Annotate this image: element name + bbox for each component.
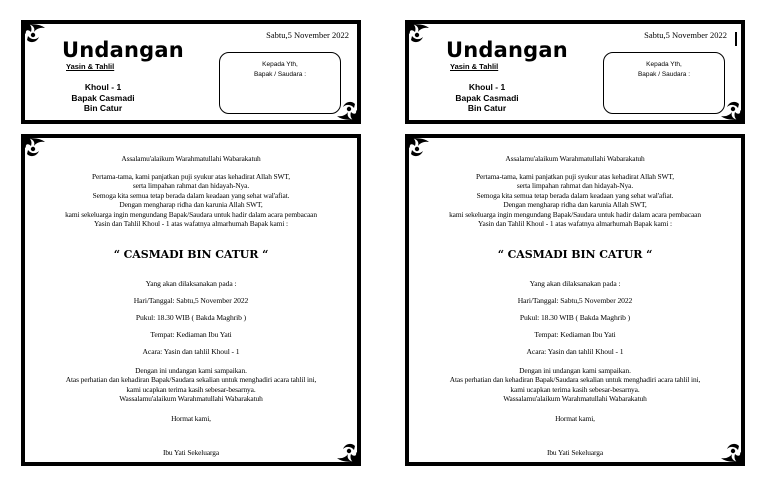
- page-edge-mark: [735, 32, 737, 46]
- intro-line: Yasin dan Tahlil Khoul - 1 atas wafatnya almarhumah Bapak kami :: [94, 219, 288, 229]
- regards-text: Hormat kami,: [555, 414, 595, 423]
- floral-ornament-icon: [19, 18, 49, 48]
- intro-paragraph: [409, 172, 741, 228]
- event-program: Acara: Yasin dan tahlil Khoul - 1: [526, 347, 624, 356]
- invitation-title: Undangan: [446, 38, 568, 62]
- closing-line: Wassalamu'alaikum Warahmatullahi Wabarakatuh: [503, 394, 647, 404]
- khoul-block: [427, 82, 547, 114]
- khoul-line: Bin Catur: [83, 103, 123, 113]
- invitation-body: [405, 134, 745, 466]
- signature-text: Ibu Yati Sekeluarga: [546, 448, 604, 457]
- regards-text: Hormat kami,: [171, 414, 211, 423]
- invitation-date: Sabtu,5 November 2022: [644, 30, 727, 40]
- intro-line: Dengan mengharap ridha dan karunia Allah SWT,: [119, 200, 263, 210]
- greeting-text: Assalamu'alaikum Warahmatullahi Wabarakatuh: [121, 154, 261, 163]
- event-program: Acara: Yasin dan tahlil Khoul - 1: [142, 347, 240, 356]
- intro-line: Yasin dan Tahlil Khoul - 1 atas wafatnya almarhumah Bapak kami :: [478, 219, 672, 229]
- intro-line: Semoga kita semua tetap berada dalam keadaan yang sehat wal'afiat.: [476, 190, 674, 200]
- recipient-address-box: [603, 52, 725, 114]
- closing-line: Atas perhatian dan kehadiran Bapak/Saudara sekalian untuk menghadiri acara tahlil ini,: [449, 375, 701, 385]
- invitation-subtitle: Yasin & Tahlil: [450, 62, 499, 71]
- event-place: Tempat: Kediaman Ibu Yati: [534, 330, 616, 339]
- intro-line: Pertama-tama, kami panjatkan puji syukur atas kehadirat Allah SWT,: [91, 172, 291, 181]
- intro-paragraph: [25, 172, 357, 228]
- recipient-label: Kepada Yth,: [646, 61, 682, 68]
- closing-line: Atas perhatian dan kehadiran Bapak/Saudara sekalian untuk menghadiri acara tahlil ini,: [65, 375, 317, 385]
- event-date: Hari/Tanggal: Sabtu,5 November 2022: [517, 296, 633, 305]
- khoul-line: Bapak Casmadi: [71, 92, 135, 103]
- intro-line: kami sekeluarga ingin mengundang Bapak/Saudara untuk hadir dalam acara pembacaan: [449, 209, 701, 219]
- intro-line: kami sekeluarga ingin mengundang Bapak/Saudara untuk hadir dalam acara pembacaan: [65, 209, 317, 219]
- event-date: Hari/Tanggal: Sabtu,5 November 2022: [133, 296, 249, 305]
- honoree-name: “ CASMADI BIN CATUR “: [497, 248, 653, 261]
- closing-line: kami ucapkan terima kasih sebesar-besarnya.: [510, 384, 640, 394]
- khoul-line: Khoul - 1: [468, 82, 506, 92]
- signature-text: Ibu Yati Sekeluarga: [162, 448, 220, 457]
- recipient-sub-label: Bapak / Saudara :: [253, 71, 307, 78]
- invitation-body: [21, 134, 361, 466]
- khoul-line: Bin Catur: [467, 103, 507, 113]
- invitation-sheet-right: [384, 0, 768, 489]
- closing-line: Wassalamu'alaikum Warahmatullahi Wabarakatuh: [119, 394, 263, 404]
- khoul-line: Bapak Casmadi: [455, 92, 519, 103]
- floral-ornament-icon: [403, 18, 433, 48]
- event-intro: Yang akan dilaksanakan pada :: [529, 279, 621, 288]
- intro-line: Semoga kita semua tetap berada dalam keadaan yang sehat wal'afiat.: [92, 190, 290, 200]
- event-time: Pukul: 18.30 WIB ( Bakda Maghrib ): [135, 313, 247, 322]
- invitation-title: Undangan: [62, 38, 184, 62]
- closing-line: kami ucapkan terima kasih sebesar-besarnya.: [126, 384, 256, 394]
- intro-line: serta limpahan rahmat dan hidayah-Nya.: [132, 181, 250, 191]
- khoul-block: [43, 82, 163, 114]
- intro-line: Pertama-tama, kami panjatkan puji syukur atas kehadirat Allah SWT,: [475, 172, 675, 181]
- greeting-text: Assalamu'alaikum Warahmatullahi Wabarakatuh: [505, 154, 645, 163]
- closing-paragraph: [25, 366, 357, 404]
- event-place: Tempat: Kediaman Ibu Yati: [150, 330, 232, 339]
- closing-line: Dengan ini undangan kami sampaikan.: [519, 366, 631, 375]
- intro-line: Dengan mengharap ridha dan karunia Allah SWT,: [503, 200, 647, 210]
- recipient-sub-label: Bapak / Saudara :: [637, 71, 691, 78]
- invitation-date: Sabtu,5 November 2022: [266, 30, 349, 40]
- closing-line: Dengan ini undangan kami sampaikan.: [135, 366, 247, 375]
- invitation-header: [21, 20, 361, 124]
- closing-paragraph: [409, 366, 741, 404]
- intro-line: serta limpahan rahmat dan hidayah-Nya.: [516, 181, 634, 191]
- recipient-label: Kepada Yth,: [262, 61, 298, 68]
- recipient-address-box: [219, 52, 341, 114]
- event-time: Pukul: 18.30 WIB ( Bakda Maghrib ): [519, 313, 631, 322]
- invitation-subtitle: Yasin & Tahlil: [66, 62, 115, 71]
- event-intro: Yang akan dilaksanakan pada :: [145, 279, 237, 288]
- honoree-name: “ CASMADI BIN CATUR “: [113, 248, 269, 261]
- invitation-header: [405, 20, 745, 124]
- khoul-line: Khoul - 1: [84, 82, 122, 92]
